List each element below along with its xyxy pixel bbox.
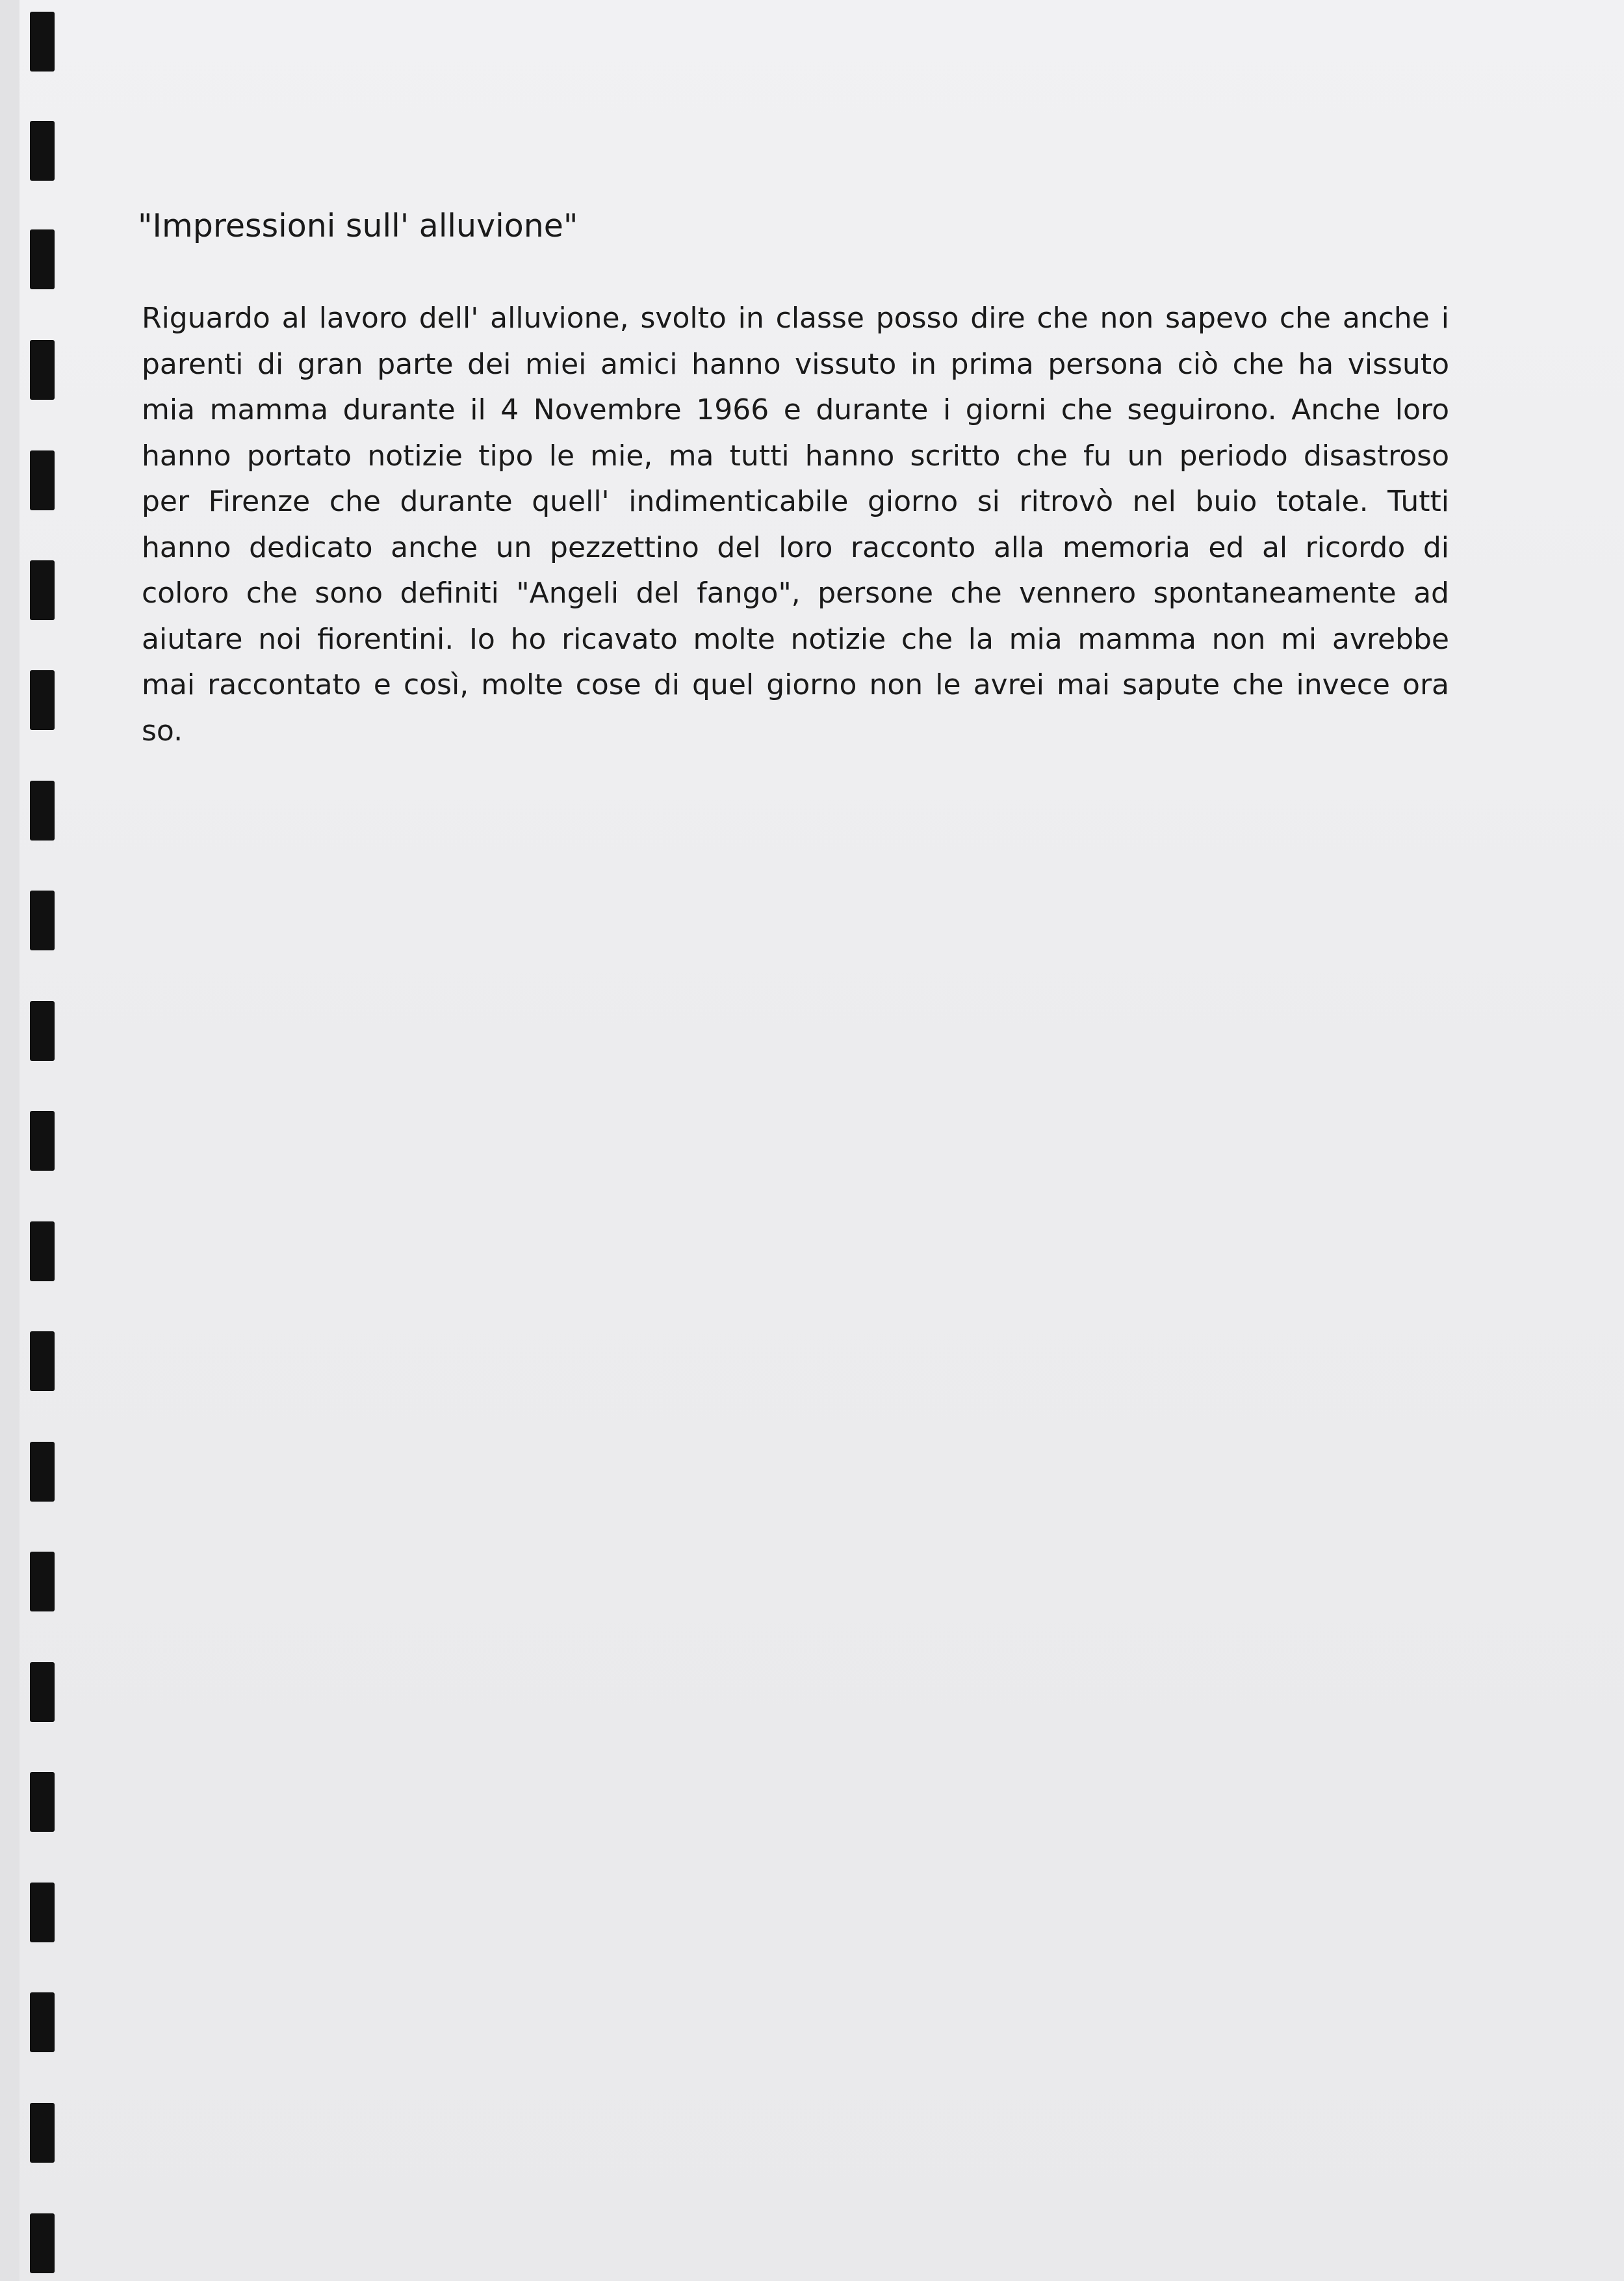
binding-hole: [30, 1331, 55, 1391]
binding-hole: [30, 12, 55, 72]
binding-hole: [30, 1992, 55, 2052]
text-line: parenti di gran parte dei miei amici hanno vissuto in prima persona ciò che ha vissuto: [142, 347, 1449, 381]
binding-hole: [30, 340, 55, 400]
text-line: hanno portato notizie tipo le mie, ma tutti hanno scritto che fu un periodo disastroso: [142, 439, 1449, 473]
text-line: coloro che sono definiti "Angeli del fango", persone che vennero spontaneamente ad: [142, 577, 1449, 610]
binding-hole: [30, 670, 55, 730]
binding-hole: [30, 1221, 55, 1281]
document-title: "Impressioni sull' alluvione": [138, 207, 578, 244]
text-line: mia mamma durante il 4 Novembre 1966 e durante i giorni che seguirono. Anche loro: [142, 393, 1449, 426]
binding-hole: [30, 560, 55, 620]
binding-hole: [30, 229, 55, 289]
binding-hole: [30, 2213, 55, 2273]
text-line: aiutare noi fiorentini. Io ho ricavato molte notizie che la mia mamma non mi avrebbe: [142, 622, 1449, 656]
text-line: hanno dedicato anche un pezzettino del loro racconto alla memoria ed al ricordo di: [142, 530, 1449, 564]
binding-hole: [30, 1111, 55, 1171]
text-line: mai raccontato e così, molte cose di quel giorno non le avrei mai sapute che invece ora: [142, 668, 1449, 701]
binding-hole: [30, 891, 55, 950]
binding-hole: [30, 1883, 55, 1942]
binding-hole: [30, 1552, 55, 1611]
binding-hole: [30, 2103, 55, 2163]
body-paragraph: [142, 296, 1449, 754]
binding-hole: [30, 121, 55, 181]
text-line: so.: [142, 714, 183, 748]
binding-hole: [30, 1442, 55, 1502]
text-line: per Firenze che durante quell' indimenticabile giorno si ritrovò nel buio totale. Tutti: [142, 485, 1449, 518]
binding-hole: [30, 1772, 55, 1832]
binding-hole: [30, 1662, 55, 1722]
binding-hole: [30, 1001, 55, 1061]
binding-hole: [30, 450, 55, 510]
text-line: Riguardo al lavoro dell' alluvione, svolto in classe posso dire che non sapevo che anche i: [142, 302, 1449, 335]
page-left-edge: [0, 0, 19, 2281]
binding-hole: [30, 781, 55, 841]
